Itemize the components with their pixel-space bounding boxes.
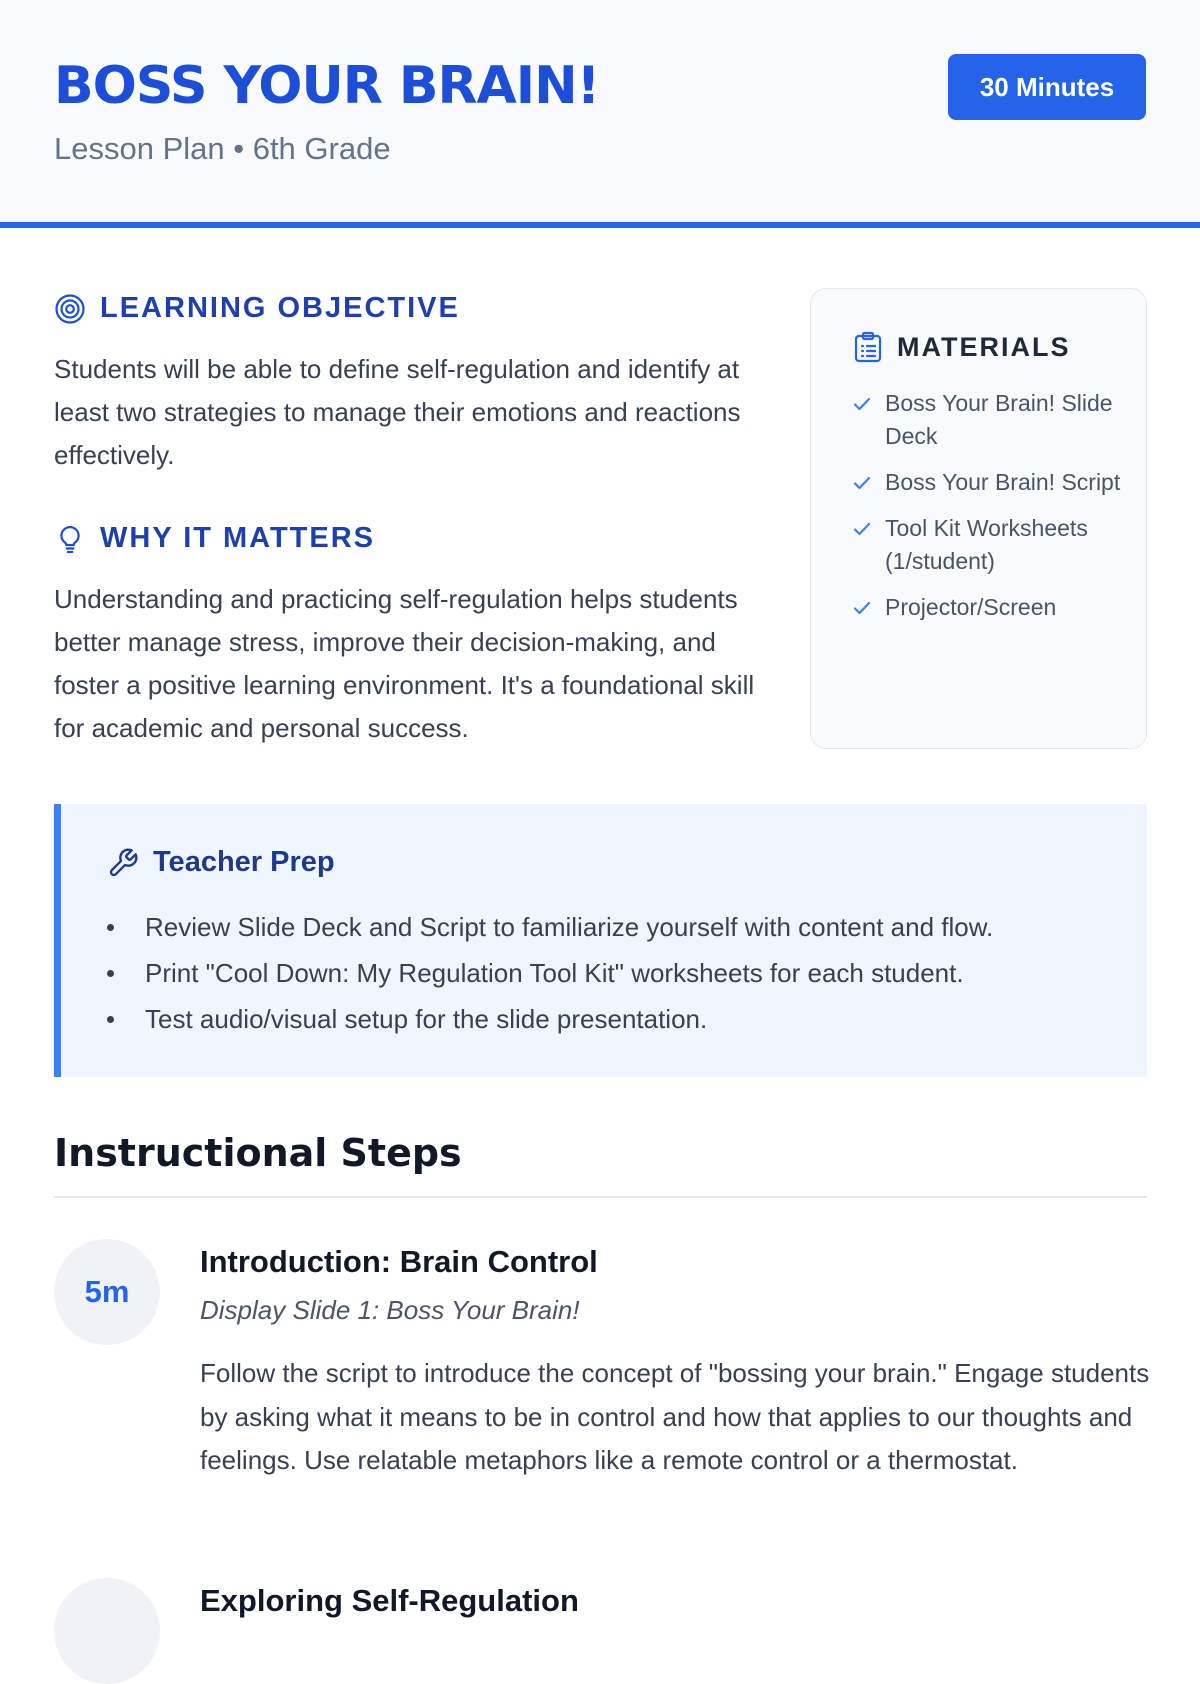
step-title: Introduction: Brain Control <box>200 1244 598 1279</box>
materials-item <box>853 387 1123 453</box>
materials-heading-label: MATERIALS <box>897 331 1071 362</box>
teacher-prep-box <box>54 804 1147 1077</box>
why-heading-label: WHY IT MATTERS <box>100 522 376 554</box>
section-divider <box>54 1196 1147 1198</box>
materials-heading <box>853 331 1071 363</box>
target-icon <box>54 293 86 325</box>
teacher-prep-heading-label: Teacher Prep <box>153 846 335 878</box>
lesson-subtitle: Lesson Plan • 6th Grade <box>54 131 391 166</box>
materials-item-label: Boss Your Brain! Script <box>885 469 1121 495</box>
check-icon <box>853 591 873 624</box>
list-item: Print "Cool Down: My Regulation Tool Kit" worksheets for each student. <box>145 950 1135 996</box>
lightbulb-icon <box>54 523 86 555</box>
list-item: Test audio/visual setup for the slide presentation. <box>145 996 1135 1042</box>
materials-card <box>810 288 1147 749</box>
objective-heading-label: LEARNING OBJECTIVE <box>100 292 460 324</box>
check-icon <box>853 466 873 499</box>
objective-heading <box>54 292 460 325</box>
materials-item <box>853 466 1123 499</box>
why-heading <box>54 522 375 555</box>
step-time-badge <box>54 1578 160 1684</box>
lesson-header <box>0 0 1200 228</box>
materials-item-label: Projector/Screen <box>885 594 1057 620</box>
materials-item <box>853 591 1123 624</box>
step-title: Exploring Self-Regulation <box>200 1583 579 1618</box>
page-title: BOSS YOUR BRAIN! <box>54 56 600 116</box>
list-item: Review Slide Deck and Script to familiarize yourself with content and flow. <box>145 904 1135 950</box>
why-text: Understanding and practicing self-regulation helps students better manage stress, improve their decision-making, and foster a positive learning environment. It's a foundational skill for academic and personal success. <box>54 584 755 743</box>
materials-item <box>853 512 1123 578</box>
clipboard-icon <box>853 331 883 363</box>
teacher-prep-heading <box>107 846 335 879</box>
materials-item-label: Boss Your Brain! Slide Deck <box>885 390 1113 449</box>
step-slide-note: Display Slide 1: Boss Your Brain! <box>200 1295 580 1325</box>
check-icon <box>853 512 873 545</box>
duration-badge: 30 Minutes <box>948 54 1146 120</box>
step-time-badge: 5m <box>54 1239 160 1345</box>
wrench-icon <box>107 847 139 879</box>
objective-text: Students will be able to define self-regulation and identify at least two strategies to manage their emotions and reactions effectively. <box>54 354 741 470</box>
step-description: Follow the script to introduce the concept of "bossing your brain." Engage students by asking what it means to be in control and how that applies to our thoughts and feelings. Use relatable metaphors like a remote control or a thermostat. <box>200 1358 1150 1475</box>
teacher-prep-list <box>145 904 1135 1042</box>
check-icon <box>853 387 873 420</box>
steps-heading: Instructional Steps <box>54 1131 462 1175</box>
materials-list <box>853 387 1123 637</box>
materials-item-label: Tool Kit Worksheets (1/student) <box>885 515 1088 574</box>
